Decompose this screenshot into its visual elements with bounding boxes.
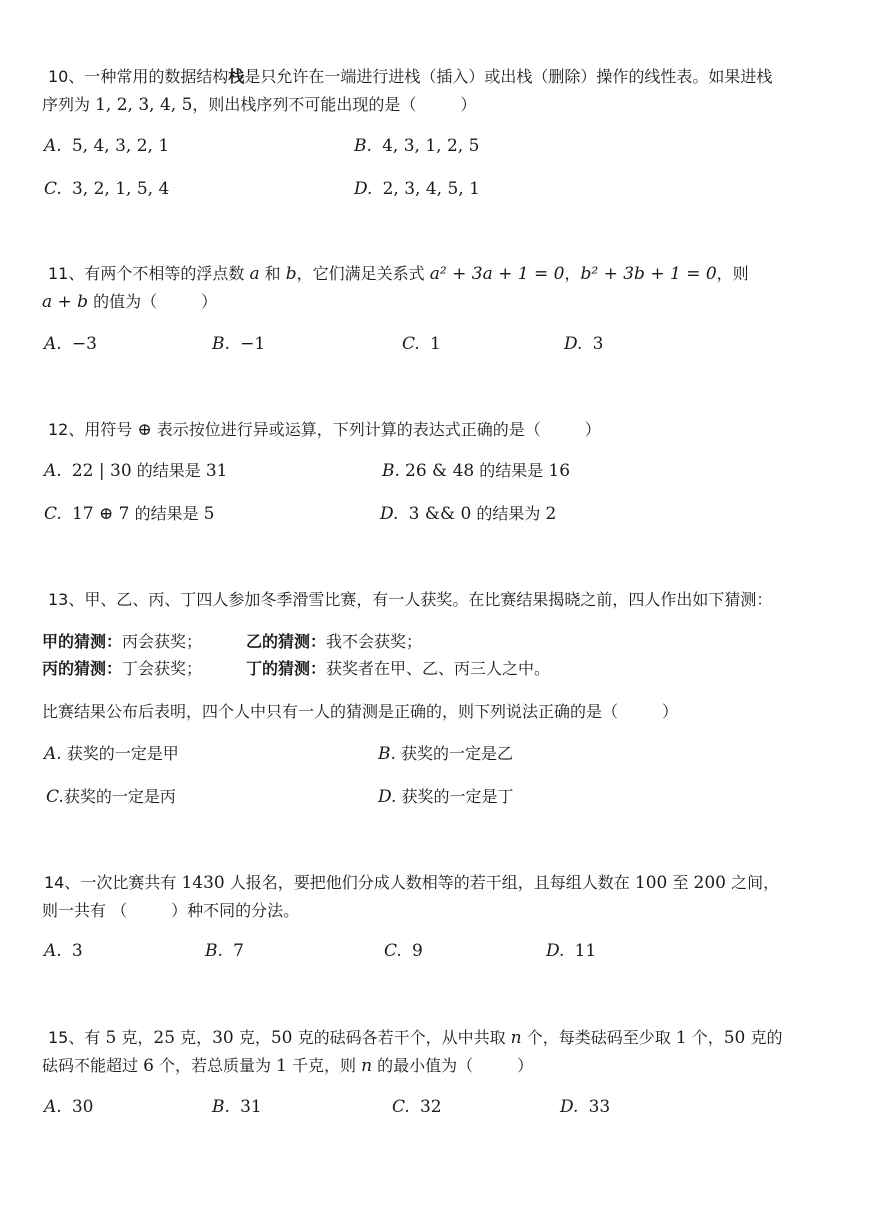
q11-equation-2: b² + 3b + 1 = 0 (580, 264, 717, 284)
option-c (46, 786, 176, 808)
option-label: D. (380, 504, 399, 524)
option-label: A. (44, 461, 62, 481)
q15-text-h: 克的 (745, 1028, 783, 1047)
option-label: D. (546, 941, 565, 961)
q10-text-c: 是只允许在一端进行进栈（插入）或出栈（删除）操作的线性表。如果进栈 (244, 67, 773, 86)
q15-text-a: 15、有 (48, 1028, 106, 1047)
question-14-line-1 (44, 872, 779, 894)
question-15-line-2 (42, 1055, 533, 1077)
option-text: 9 (411, 941, 423, 961)
option-label: B. (378, 744, 396, 764)
option-label: C. (44, 504, 62, 524)
option-d (354, 178, 480, 200)
option-label: A. (44, 744, 62, 764)
option-d (378, 786, 514, 808)
option-result: 5 (203, 504, 215, 524)
q11-text-d: ，则 (716, 264, 749, 283)
q15-text-c: 克， (175, 1028, 213, 1047)
option-expression: 22 | 30 (71, 461, 132, 481)
q14-total-people: 1430 (181, 873, 225, 893)
option-result: 16 (548, 461, 571, 481)
option-label: A. (44, 136, 62, 156)
option-text: 获奖的一定是乙 (401, 744, 514, 763)
q10-text-a: 10、一种常用的数据结构 (48, 67, 229, 86)
option-text: 获奖的一定是丙 (63, 787, 176, 806)
option-c (384, 940, 423, 962)
option-text: −1 (240, 334, 266, 354)
q10-text-f: ） (460, 95, 477, 114)
option-a (44, 743, 179, 765)
q15-text-j: 个，若总质量为 (153, 1056, 277, 1075)
q13-text-b: ） (662, 702, 679, 721)
question-15-line-1 (48, 1027, 782, 1049)
option-text: 的结果是 (129, 504, 204, 523)
option-a (44, 333, 97, 355)
q15-text-i: 砝码不能超过 (42, 1056, 144, 1075)
option-label: A. (44, 1097, 62, 1117)
question-11-line-2 (42, 291, 217, 313)
q11-equation-1: a² + 3a + 1 = 0 (429, 264, 565, 284)
q15-var-n-b: n (361, 1056, 373, 1076)
q14-text-d: 之间， (726, 873, 780, 892)
q15-max-count: 6 (143, 1056, 154, 1076)
q11-separator: ， (564, 264, 581, 283)
option-label: B. (212, 1097, 230, 1117)
option-result: 31 (205, 461, 228, 481)
option-a (44, 135, 169, 157)
option-c (392, 1096, 442, 1118)
option-text: 的结果是 (474, 461, 549, 480)
option-expression: 17 ⊕ 7 (71, 504, 130, 524)
q10-push-sequence: 1, 2, 3, 4, 5 (95, 95, 193, 115)
q15-total-mass: 1 (276, 1056, 287, 1076)
option-a (44, 940, 83, 962)
q10-text-e: ，则出栈序列不可能出现的是（ (192, 95, 417, 114)
guess-text-jia: 丙会获奖； (122, 632, 203, 651)
q15-weight-25: 25 (153, 1028, 176, 1048)
q15-min-count: 1 (675, 1028, 687, 1048)
guess-text-ding: 获奖者在甲、乙、丙三人之中。 (326, 659, 551, 678)
option-d (380, 503, 556, 525)
guess-label-ding: 丁的猜测： (246, 659, 327, 678)
option-text: 2, 3, 4, 5, 1 (382, 179, 480, 199)
option-label: B. (212, 334, 230, 354)
q13-text-a: 比赛结果公布后表明，四个人中只有一人的猜测是正确的，则下列说法正确的是（ (42, 702, 619, 721)
q14-max-size: 200 (693, 873, 726, 893)
q11-text-a: 11、有两个不相等的浮点数 (48, 264, 250, 283)
option-b (382, 460, 570, 482)
option-text: 3, 2, 1, 5, 4 (71, 179, 170, 199)
option-label: C. (384, 941, 402, 961)
q10-text-d: 序列为 (42, 95, 96, 114)
q14-min-size: 100 (634, 873, 668, 893)
option-label: A. (44, 334, 62, 354)
option-d (560, 1096, 610, 1118)
option-label: D. (354, 179, 373, 199)
option-text: 11 (574, 941, 597, 961)
q11-text-b: 和 (259, 264, 286, 283)
option-label: A. (44, 941, 62, 961)
question-13-line-1: 13、甲、乙、丙、丁四人参加冬季滑雪比赛，有一人获奖。在比赛结果揭晓之前，四人作出如下猜测： (48, 590, 773, 609)
q14-text-a: 14、一次比赛共有 (44, 873, 182, 892)
guess-text-yi: 我不会获奖； (326, 632, 423, 651)
question-14-line-2 (42, 900, 299, 922)
option-label: C. (46, 787, 64, 807)
q12-text-a: 12、用符号 (48, 420, 138, 439)
option-b (378, 743, 513, 765)
option-result: 2 (545, 504, 557, 524)
question-13-guesses-row-1 (42, 631, 202, 653)
option-text: 的结果是 (131, 461, 206, 480)
question-11-line-1 (48, 263, 749, 285)
option-text: −3 (71, 334, 97, 354)
option-d (564, 333, 603, 355)
q15-weight-5: 5 (105, 1028, 117, 1048)
q14-text-f: ）种不同的分法。 (171, 901, 300, 920)
option-text: 获奖的一定是丁 (401, 787, 514, 806)
option-a (44, 460, 228, 482)
q15-weight-50-b: 50 (723, 1028, 746, 1048)
question-10-line-2 (42, 94, 476, 116)
option-text: 3 (71, 941, 83, 961)
option-label: B. (205, 941, 223, 961)
guess-label-jia: 甲的猜测： (42, 632, 123, 651)
option-label: D. (560, 1097, 579, 1117)
q11-text-f: ） (201, 292, 218, 311)
option-text: 32 (419, 1097, 442, 1117)
option-label: B. (354, 136, 372, 156)
q15-weight-30: 30 (212, 1028, 234, 1048)
option-label: C. (44, 179, 62, 199)
option-label: C. (402, 334, 420, 354)
option-b (212, 333, 265, 355)
question-13-line-4 (42, 701, 678, 723)
q11-sum-expression: a + b (42, 292, 89, 312)
question-10-line-1 (48, 66, 772, 88)
question-12-line-1 (48, 419, 601, 441)
q15-text-d: 克， (233, 1028, 271, 1047)
q15-text-m: ） (517, 1056, 534, 1075)
option-label: D. (378, 787, 397, 807)
q11-var-b: b (285, 264, 297, 284)
option-expression: 26 & 48 (405, 461, 475, 481)
q11-text-c: ，它们满足关系式 (296, 264, 430, 283)
option-text: 33 (588, 1097, 611, 1117)
q15-weight-50: 50 (270, 1028, 293, 1048)
guess-text-bing: 丁会获奖； (122, 659, 203, 678)
question-13-guess-yi (246, 631, 422, 653)
option-text: 3 (592, 334, 604, 354)
option-label: C. (392, 1097, 410, 1117)
option-text: 30 (71, 1097, 94, 1117)
q14-text-e: 则一共有 （ (42, 901, 128, 920)
option-text: 获奖的一定是甲 (66, 744, 179, 763)
option-text: 31 (240, 1097, 262, 1117)
q15-text-g: 个， (686, 1028, 724, 1047)
option-b (212, 1096, 262, 1118)
q12-text-c: ） (584, 420, 601, 439)
option-b (354, 135, 479, 157)
q10-stack-term: 栈 (228, 67, 245, 86)
q14-text-b: 人报名，要把他们分成人数相等的若干组，且每组人数在 (224, 873, 635, 892)
option-text: 4, 3, 1, 2, 5 (382, 136, 480, 156)
q15-text-b: 克， (116, 1028, 154, 1047)
option-d (546, 940, 596, 962)
option-b (205, 940, 244, 962)
option-label: D. (564, 334, 583, 354)
option-text: 7 (233, 941, 244, 961)
q11-text-e: 的值为（ (88, 292, 158, 311)
xor-symbol: ⊕ (137, 420, 152, 440)
q15-text-e: 克的砝码各若干个，从中共取 (292, 1028, 511, 1047)
option-a (44, 1096, 94, 1118)
option-expression: 3 && 0 (408, 504, 472, 524)
option-text: 的结果为 (471, 504, 546, 523)
option-c (44, 178, 169, 200)
guess-label-bing: 丙的猜测： (42, 659, 123, 678)
option-text: 5, 4, 3, 2, 1 (71, 136, 170, 156)
q11-var-a: a (249, 264, 260, 284)
option-c (402, 333, 441, 355)
q15-text-k: 千克，则 (286, 1056, 362, 1075)
option-text: 1 (429, 334, 441, 354)
q15-var-n: n (510, 1028, 522, 1048)
guess-label-yi: 乙的猜测： (246, 632, 327, 651)
question-13-guesses-row-2 (42, 658, 202, 680)
q14-text-c: 至 (667, 873, 694, 892)
q15-text-f: 个，每类砝码至少取 (521, 1028, 676, 1047)
q15-text-l: 的最小值为（ (372, 1056, 474, 1075)
q12-text-b: 表示按位进行异或运算，下列计算的表达式正确的是（ (151, 420, 541, 439)
option-label: B. (382, 461, 400, 481)
option-c (44, 503, 215, 525)
question-13-guess-ding (246, 658, 550, 680)
